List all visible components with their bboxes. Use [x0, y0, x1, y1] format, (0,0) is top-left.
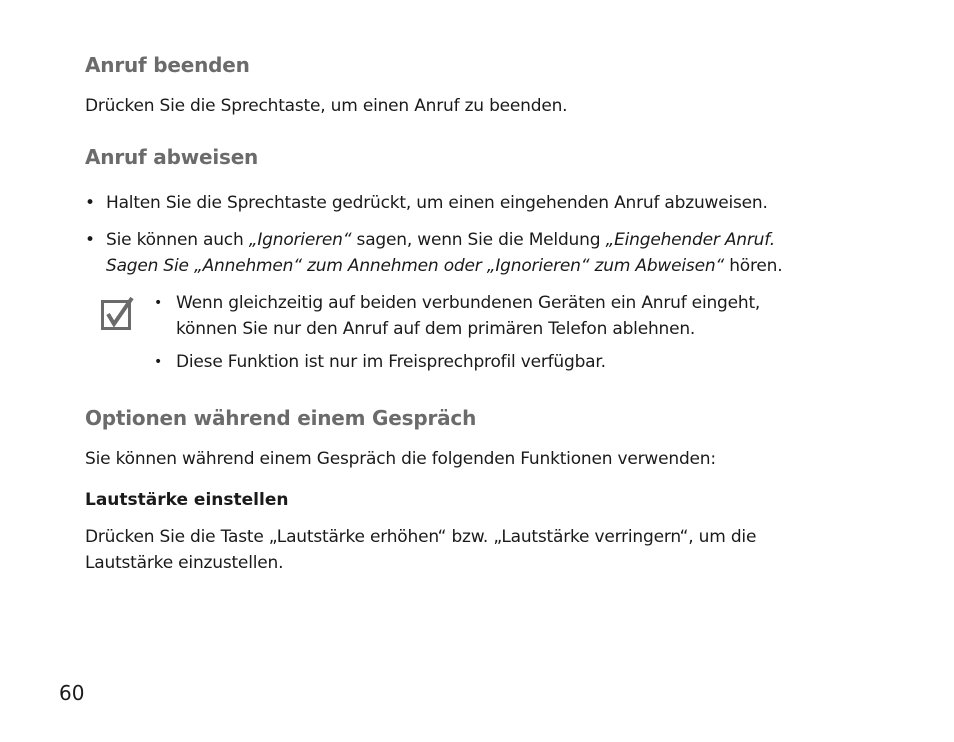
note-item-1-line1: Wenn gleichzeitig auf beiden verbundenen Geräten ein Anruf eingeht,: [176, 293, 761, 313]
page-number: 60: [59, 681, 85, 705]
reject-bullet-2-line1: [106, 227, 775, 253]
note-item-2-text: Diese Funktion ist nur im Freisprechprofil verfügbar.: [176, 352, 606, 372]
heading-call-options: Optionen während einem Gespräch: [85, 406, 477, 430]
reject-bullet-2-italic3: Sagen Sie „Annehmen“ zum Annehmen oder „Ignorieren“ zum Abweisen“: [106, 256, 725, 276]
checkbox-check-icon: [101, 296, 135, 330]
bullet-marker: •: [154, 354, 163, 370]
reject-bullet-2-italic1: „Ignorieren“: [248, 230, 352, 250]
reject-bullet-2-part3: hören.: [724, 256, 783, 276]
heading-reject-call: Anruf abweisen: [85, 145, 259, 169]
bullet-marker: •: [154, 295, 163, 311]
volume-text-line1: Drücken Sie die Taste „Lautstärke erhöhen“ bzw. „Lautstärke verringern“, um die: [85, 527, 757, 547]
reject-bullet-2-part2: sagen, wenn Sie die Meldung: [351, 230, 606, 250]
reject-bullet-2-italic2: „Eingehender Anruf.: [605, 230, 775, 250]
call-options-text: Sie können während einem Gespräch die folgenden Funktionen verwenden:: [85, 449, 716, 469]
bullet-marker: •: [85, 230, 95, 250]
bullet-marker: •: [85, 193, 95, 213]
note-item-1-line2: können Sie nur den Anruf auf dem primären Telefon ablehnen.: [176, 319, 696, 339]
heading-volume: Lautstärke einstellen: [85, 490, 289, 510]
reject-bullet-2-line2: [106, 253, 782, 279]
heading-end-call: Anruf beenden: [85, 53, 250, 77]
end-call-text: Drücken Sie die Sprechtaste, um einen Anruf zu beenden.: [85, 96, 568, 116]
reject-bullet-1-text: Halten Sie die Sprechtaste gedrückt, um einen eingehenden Anruf abzuweisen.: [106, 193, 768, 213]
reject-bullet-2-part1: Sie können auch: [106, 230, 249, 250]
volume-text-line2: Lautstärke einzustellen.: [85, 553, 284, 573]
